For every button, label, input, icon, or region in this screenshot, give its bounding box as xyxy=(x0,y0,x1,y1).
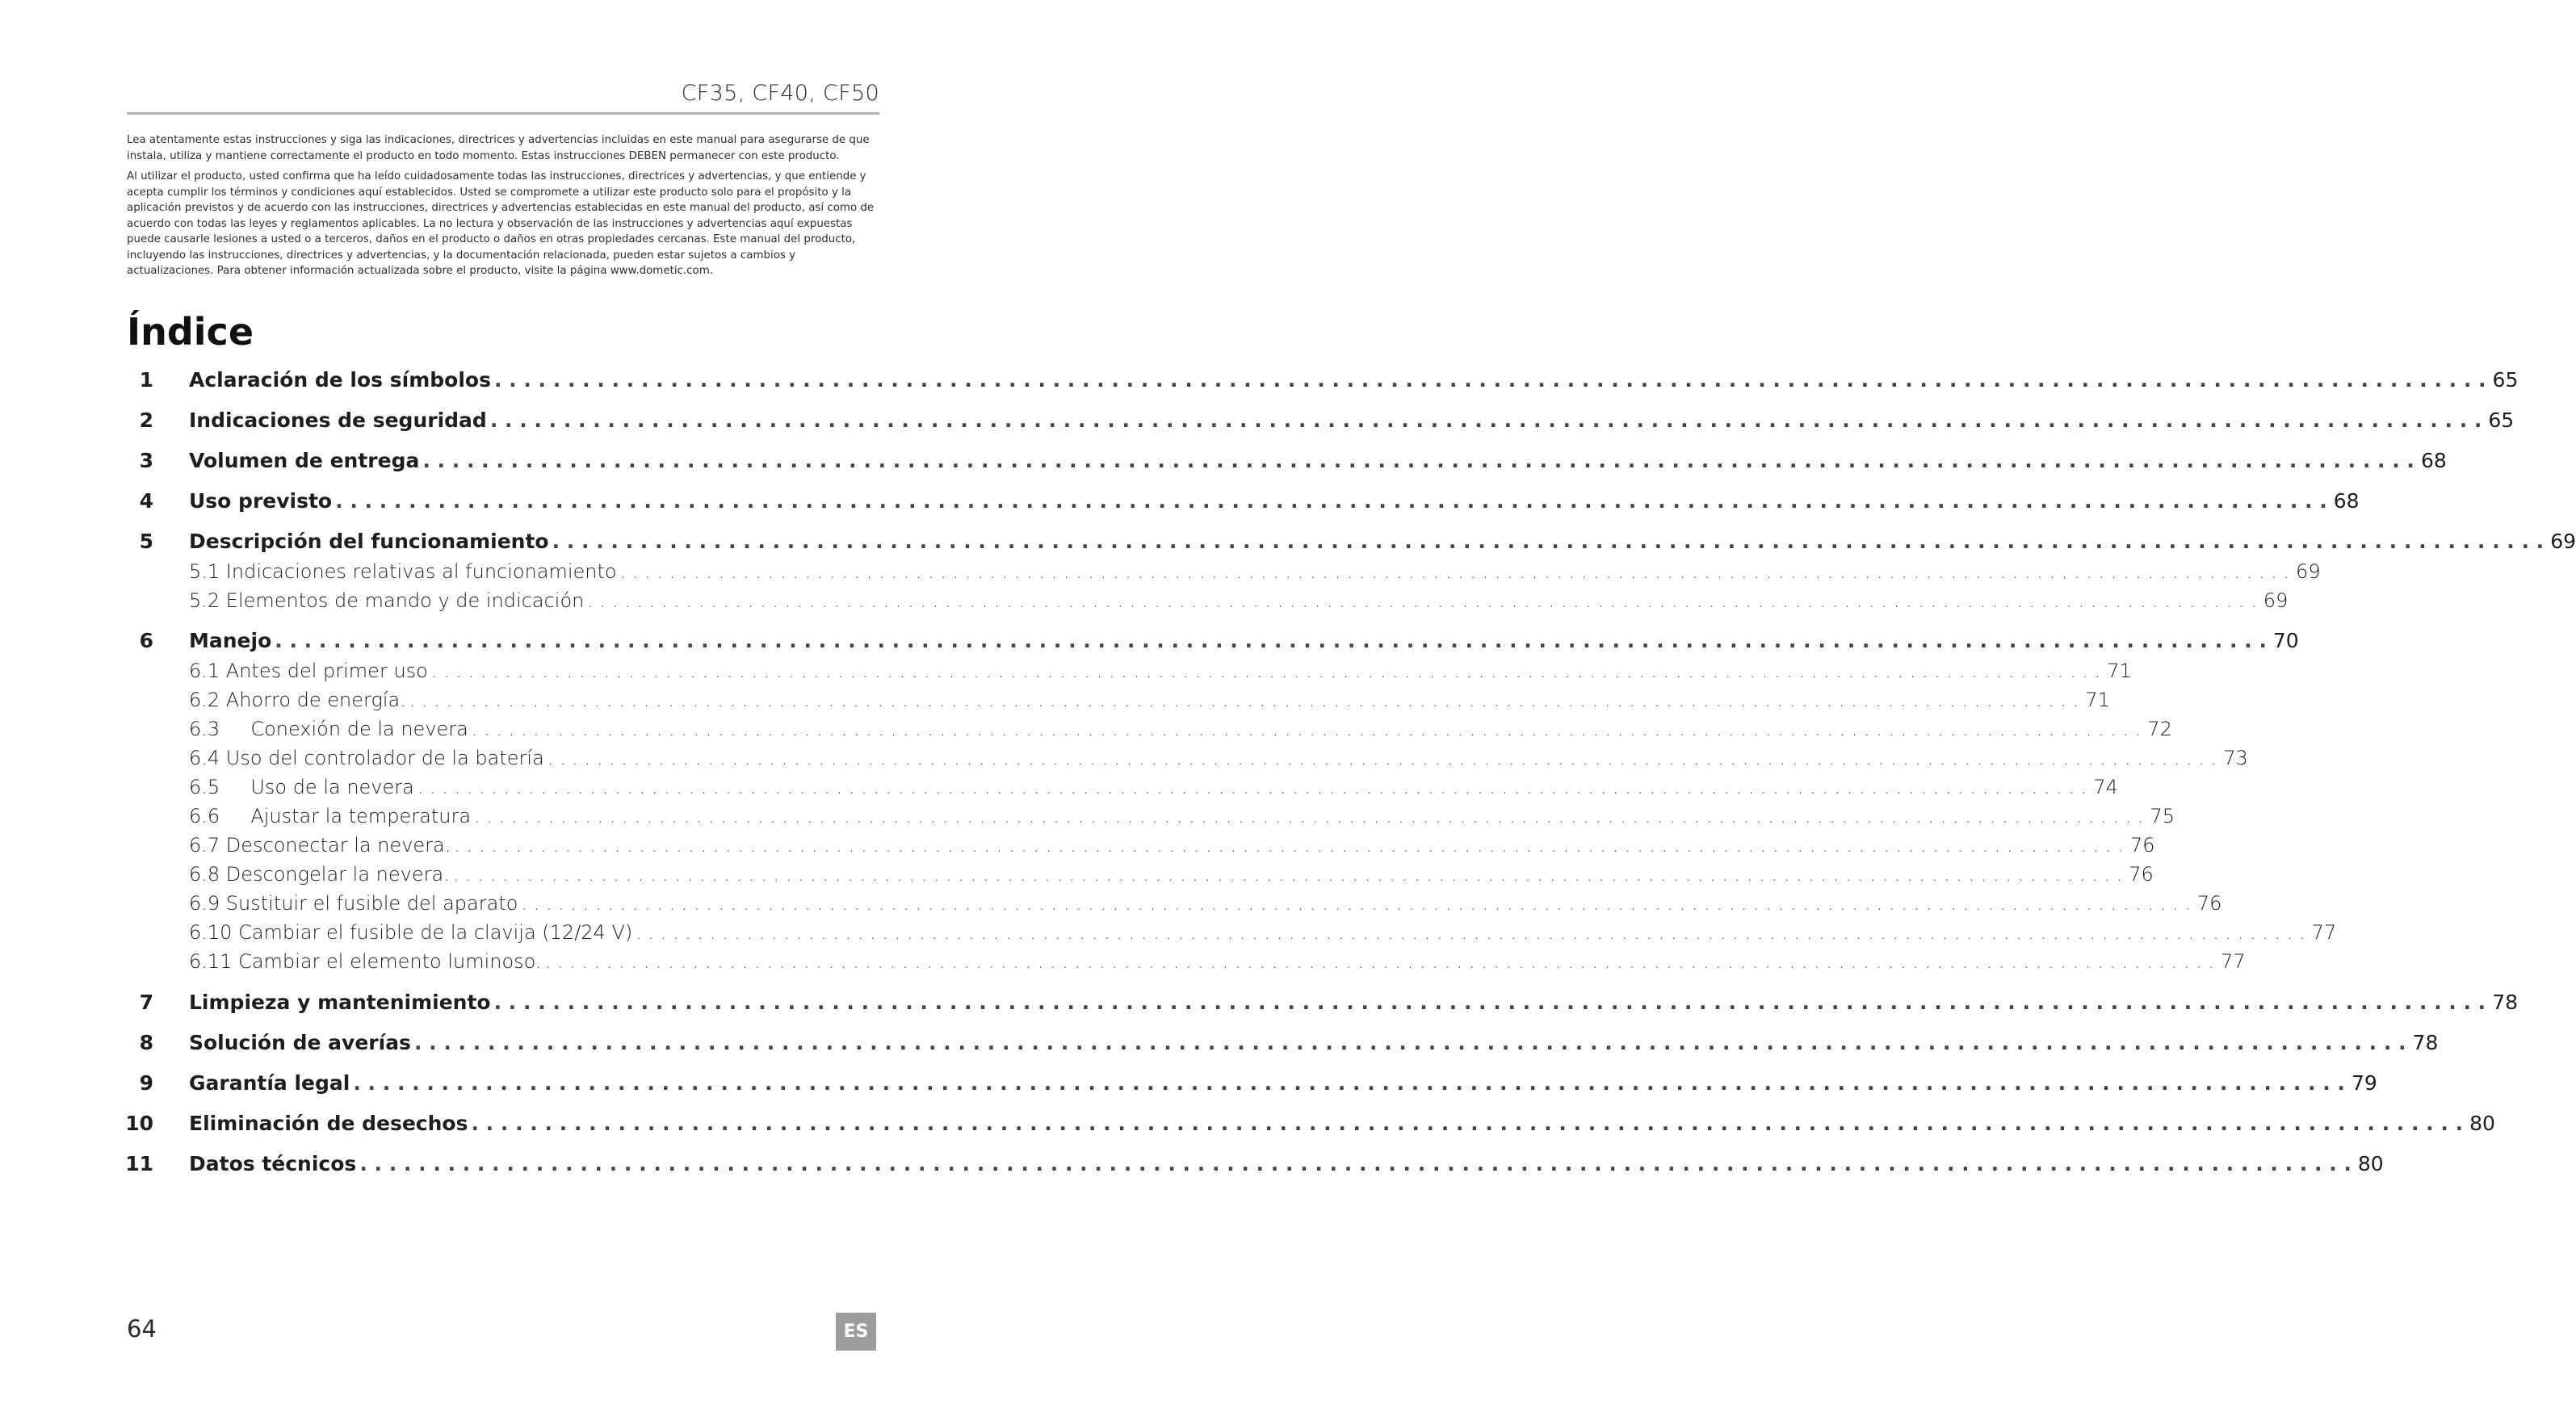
toc-entry-page: 77 xyxy=(2221,950,2246,973)
language-badge: ES xyxy=(836,1313,876,1351)
toc-entry-label: Descripción del funcionamiento xyxy=(189,530,549,553)
toc-entry[interactable] xyxy=(139,1031,2439,1054)
toc-entry-page: 71 xyxy=(2085,689,2110,711)
toc-entry-page: 76 xyxy=(2196,892,2222,915)
toc-entry-page: 65 xyxy=(2488,408,2515,432)
toc-entry-number: 6 xyxy=(139,629,153,652)
toc-entry-label: 6.10 Cambiar el fusible de la clavija (12/24 V) xyxy=(189,921,633,944)
leader-dots xyxy=(468,718,2141,740)
toc-entry-number: 2 xyxy=(139,408,153,432)
intro-paragraph-2: Al utilizar el producto, usted confirma que ha leído cuidadosamente todas las instrucciones, directrices y advertencias, y que entiende y acepta cumplir los términos y condiciones aquí establecidos. Usted se compromete a utilizar este producto solo para el propósito y la aplicación previstos y de acuerdo con las instrucciones, directrices y advertencias establecidas en este manual del producto, así como de acuerdo con todas las leyes y reglamentos aplicables. La no lectura y observación de las instrucciones y advertencias aquí expuestas puede causarle lesiones a usted o a terceros, daños en el producto o daños en otras propiedades cercanas. Este manual del producto, incluyendo las instrucciones, directrices y advertencias, y la documentación relacionada, pueden estar sujetos a cambios y actualizaciones. Para obtener información actualizada sobre el producto, visite la página www.dometic.com. xyxy=(127,170,875,277)
toc-entry-number: 5 xyxy=(139,530,153,553)
toc-subentry[interactable] xyxy=(189,589,2289,612)
toc-entry-page: 80 xyxy=(2469,1112,2495,1135)
toc-entry-label: 6.9 Sustituir el fusible del aparato xyxy=(189,892,518,915)
intro-text xyxy=(127,132,879,284)
toc-entry-label: 6.4 Uso del controlador de la batería xyxy=(189,747,544,769)
toc-entry-label: Eliminación de desechos xyxy=(189,1112,468,1135)
toc-entry-page: 80 xyxy=(2357,1152,2384,1175)
toc-entry-label: Indicaciones de seguridad xyxy=(189,408,487,432)
toc-subentry[interactable] xyxy=(189,921,2337,944)
toc-entry-page: 76 xyxy=(2129,863,2154,886)
toc-entry-label: Uso previsto xyxy=(189,489,333,513)
leader-dots xyxy=(450,863,2122,886)
toc-entry-page: 69 xyxy=(2263,589,2289,612)
toc-subentry[interactable] xyxy=(189,747,2248,769)
model-header: CF35, CF40, CF50 xyxy=(681,81,879,106)
toc-entry-page: 72 xyxy=(2147,718,2172,740)
toc-entry-number: 10 xyxy=(125,1112,153,1135)
toc-entry-number: 7 xyxy=(139,991,153,1014)
toc-entry[interactable] xyxy=(139,408,2515,432)
toc-entry-number: 3 xyxy=(139,449,153,472)
toc-entry-page: 74 xyxy=(2093,776,2118,798)
toc-subentry[interactable] xyxy=(189,776,2118,798)
leader-dots xyxy=(468,1112,2463,1135)
toc-entry-page: 71 xyxy=(2107,660,2132,682)
toc-entry[interactable] xyxy=(139,489,2360,513)
leader-dots xyxy=(549,530,2545,553)
toc-subentry[interactable] xyxy=(189,689,2110,711)
toc-entry-label: 6.8 Descongelar la nevera. xyxy=(189,863,450,886)
toc-entry-page: 76 xyxy=(2129,834,2155,857)
toc-entry-label: Limpieza y mantenimiento xyxy=(189,991,491,1014)
leader-dots xyxy=(542,950,2214,973)
toc-entry-page: 79 xyxy=(2351,1071,2377,1095)
toc-entry-page: 78 xyxy=(2412,1031,2439,1054)
toc-entry-page: 65 xyxy=(2492,368,2519,392)
toc-entry-label: 6.6 Ajustar la temperatura xyxy=(189,805,472,827)
leader-dots xyxy=(350,1071,2345,1095)
toc-entry-number: 11 xyxy=(125,1152,153,1175)
toc-entry-number: 4 xyxy=(139,489,153,513)
page-number: 64 xyxy=(127,1315,157,1343)
leader-dots xyxy=(632,921,2305,944)
toc-subentry[interactable] xyxy=(189,834,2155,857)
toc-entry-page: 69 xyxy=(2550,530,2576,553)
toc-entry[interactable] xyxy=(139,368,2519,392)
toc-entry-label: 6.7 Desconectar la nevera. xyxy=(189,834,451,857)
leader-dots xyxy=(271,629,2267,652)
toc-entry-page: 68 xyxy=(2333,489,2360,513)
leader-dots xyxy=(451,834,2123,857)
intro-paragraph-1: Lea atentamente estas instrucciones y siga las indicaciones, directrices y advertencias incluidas en este manual para asegurarse de que instala, utiliza y mantiene correctamente el producto en todo momento. Estas instrucciones DEBEN permanecer con este producto. xyxy=(127,134,870,162)
toc-entry[interactable] xyxy=(139,991,2518,1014)
toc-subentry[interactable] xyxy=(189,892,2222,915)
toc-subentry[interactable] xyxy=(189,718,2172,740)
toc-entry-page: 68 xyxy=(2420,449,2447,472)
toc-subentry[interactable] xyxy=(189,950,2246,973)
toc-entry[interactable] xyxy=(125,1112,2495,1135)
leader-dots xyxy=(471,805,2143,827)
toc-title: Índice xyxy=(127,310,254,354)
toc-entry[interactable] xyxy=(139,629,2299,652)
toc-entry-number: 9 xyxy=(139,1071,153,1095)
toc-subentry[interactable] xyxy=(189,660,2132,682)
toc-entry-page: 75 xyxy=(2150,805,2175,827)
header-divider xyxy=(127,112,879,115)
toc-subentry[interactable] xyxy=(189,863,2154,886)
toc-entry-page: 78 xyxy=(2492,991,2518,1014)
toc-entry-number: 1 xyxy=(139,368,153,392)
toc-entry-page: 69 xyxy=(2296,560,2321,583)
toc-subentry[interactable] xyxy=(189,560,2321,583)
toc-entry-page: 73 xyxy=(2223,747,2248,769)
leader-dots xyxy=(584,589,2256,612)
leader-dots xyxy=(491,991,2486,1014)
toc-entry-label: 5.2 Elementos de mando y de indicación xyxy=(189,589,585,612)
toc-entry-page: 70 xyxy=(2272,629,2299,652)
toc-entry[interactable] xyxy=(139,449,2447,472)
toc-entry[interactable] xyxy=(139,1071,2377,1095)
toc-entry-label: 6.11 Cambiar el elemento luminoso. xyxy=(189,950,542,973)
leader-dots xyxy=(518,892,2190,915)
leader-dots xyxy=(428,660,2100,682)
toc-entry[interactable] xyxy=(139,530,2576,553)
toc-entry-label: Datos técnicos xyxy=(189,1152,357,1175)
toc-entry-label: 5.1 Indicaciones relativas al funcionamiento xyxy=(189,560,617,583)
leader-dots xyxy=(332,489,2327,513)
leader-dots xyxy=(617,560,2289,583)
toc-entry-label: Aclaración de los símbolos xyxy=(189,368,491,392)
toc-entry-label: Solución de averías xyxy=(189,1031,411,1054)
toc-entry-label: 6.3 Conexión de la nevera xyxy=(189,718,468,740)
toc-entry-label: 6.2 Ahorro de energía. xyxy=(189,689,406,711)
toc-subentry[interactable] xyxy=(189,805,2175,827)
toc-entry-label: 6.1 Antes del primer uso xyxy=(189,660,428,682)
leader-dots xyxy=(491,368,2486,392)
leader-dots xyxy=(406,689,2079,711)
toc-entry-label: 6.5 Uso de la nevera xyxy=(189,776,414,798)
toc-entry-page: 77 xyxy=(2311,921,2337,944)
toc-entry-label: Manejo xyxy=(189,629,272,652)
leader-dots xyxy=(487,408,2482,432)
leader-dots xyxy=(544,747,2217,769)
toc-entry[interactable] xyxy=(125,1152,2384,1175)
leader-dots xyxy=(419,449,2414,472)
leader-dots xyxy=(411,1031,2406,1054)
toc-entry-number: 8 xyxy=(139,1031,153,1054)
leader-dots xyxy=(356,1152,2352,1175)
leader-dots xyxy=(414,776,2087,798)
toc-entry-label: Garantía legal xyxy=(189,1071,350,1095)
toc-entry-label: Volumen de entrega xyxy=(189,449,420,472)
